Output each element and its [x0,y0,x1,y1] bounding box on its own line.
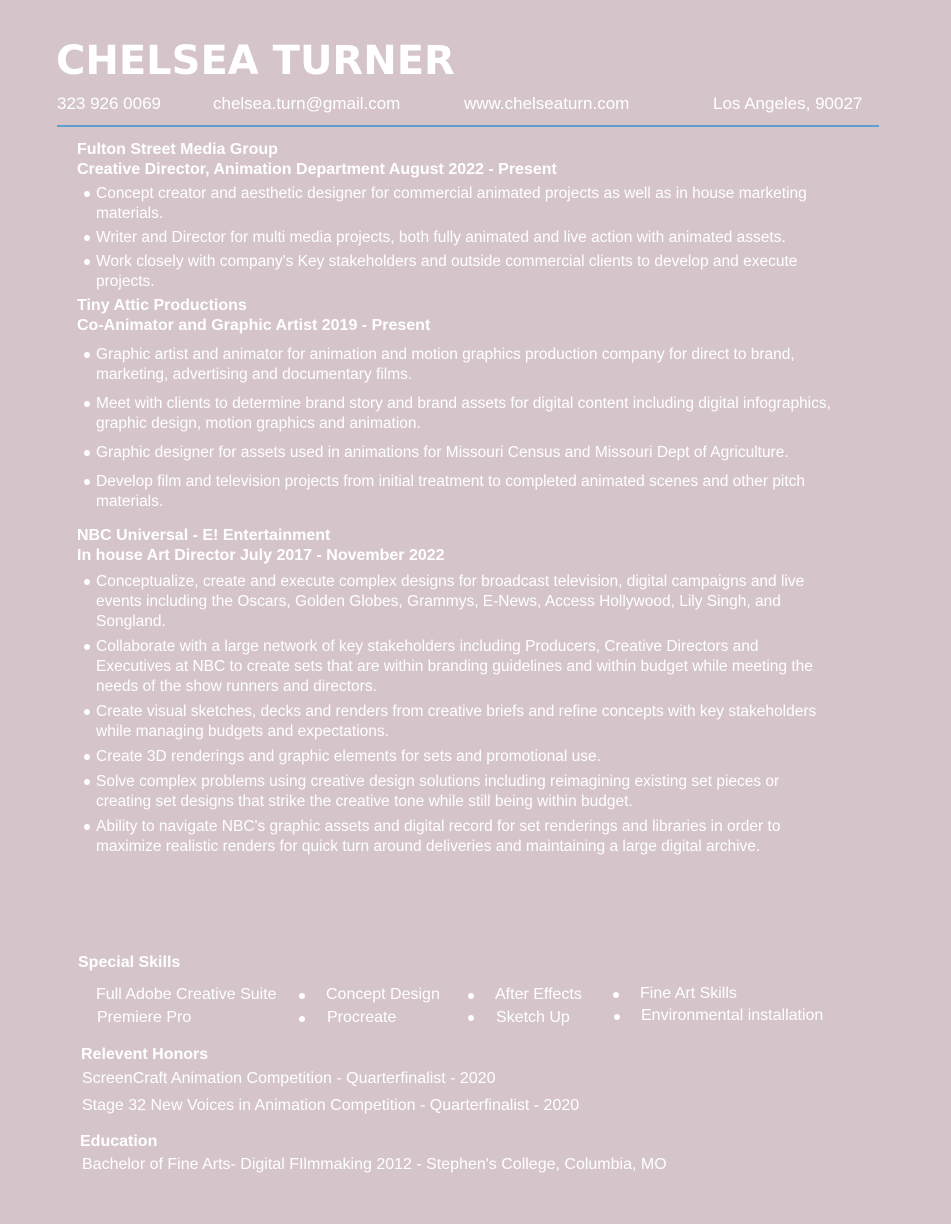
bullet-dot [468,993,474,999]
skills-heading: Special Skills [78,954,181,971]
bullet-item: Graphic artist and animator for animation and motion graphics production company for direct to brand, marketing, advertising and documentary films. [77,345,837,385]
bullet-item: Concept creator and aesthetic designer for commercial animated projects as well as in house marketing materials. [77,184,837,224]
bullet-item: Meet with clients to determine brand story and brand assets for digital content including digital infographics, graphic design, motion graphics and animation. [77,394,837,434]
skill-item: Full Adobe Creative Suite [96,986,277,1003]
job-title: In house Art Director July 2017 - November 2022 [77,547,445,564]
contact-email[interactable]: chelsea.turn@gmail.com [213,94,401,113]
job-entry [77,140,837,292]
bullet-item: Work closely with company's Key stakeholders and outside commercial clients to develop and execute projects. [77,252,837,292]
bullet-dot [468,1015,474,1021]
resume-name: CHELSEA TURNER [56,38,455,84]
skill-item: Procreate [327,1009,397,1026]
bullet-dot [299,993,305,999]
bullet-dot [299,1016,305,1022]
contact-website[interactable]: www.chelseaturn.com [464,94,630,113]
job-entry [77,526,837,857]
bullet-dot [614,1014,620,1020]
honor-item: Stage 32 New Voices in Animation Competition - Quarterfinalist - 2020 [82,1097,580,1114]
bullet-item: Writer and Director for multi media projects, both fully animated and live action with animated assets. [77,228,837,248]
job-org: NBC Universal - E! Entertainment [77,527,331,544]
bullet-item: Collaborate with a large network of key stakeholders including Producers, Creative Directors and Executives at NBC to create sets that are within branding guidelines and within budget while meeting the needs of the show runners and directors. [77,637,837,697]
bullet-item: Create 3D renderings and graphic elements for sets and promotional use. [77,747,837,767]
job-title: Creative Director, Animation Department August 2022 - Present [77,161,557,178]
bullet-item: Ability to navigate NBC's graphic assets and digital record for set renderings and libraries in order to maximize realistic renders for quick turn around deliveries and maintaining a large digital archive. [77,817,837,857]
skill-item: After Effects [495,986,582,1003]
contact-location: Los Angeles, 90027 [713,94,863,113]
job-entry [77,296,837,512]
honor-item: ScreenCraft Animation Competition - Quarterfinalist - 2020 [82,1070,496,1087]
bullet-item: Create visual sketches, decks and renders from creative briefs and refine concepts with key stakeholders while managing budgets and expectations. [77,702,837,742]
skill-item: Concept Design [326,986,440,1003]
bullet-item: Graphic designer for assets used in animations for Missouri Census and Missouri Dept of Agriculture. [77,443,837,463]
education-heading: Education [80,1133,158,1150]
job-bullets [77,572,837,857]
honors-heading: Relevent Honors [81,1046,209,1063]
skill-item: Environmental installation [641,1007,824,1024]
education-item: Bachelor of Fine Arts- Digital FIlmmaking 2012 - Stephen's College, Columbia, MO [82,1156,667,1173]
job-org: Tiny Attic Productions [77,297,247,314]
job-title: Co-Animator and Graphic Artist 2019 - Present [77,317,431,334]
bullet-dot [613,992,619,998]
contact-phone: 323 926 0069 [57,94,161,113]
skill-item: Fine Art Skills [640,985,737,1002]
bullet-item: Solve complex problems using creative design solutions including reimagining existing set pieces or creating set designs that strike the creative tone while still being within budget. [77,772,837,812]
job-bullets [77,345,837,512]
experience-section [77,140,837,862]
bullet-item: Develop film and television projects from initial treatment to completed animated scenes and other pitch materials. [77,472,837,512]
job-org: Fulton Street Media Group [77,141,278,158]
job-bullets [77,184,837,292]
skill-item: Premiere Pro [97,1009,192,1026]
header-divider [57,125,879,127]
skill-item: Sketch Up [496,1009,570,1026]
bullet-item: Conceptualize, create and execute complex designs for broadcast television, digital campaigns and live events including the Oscars, Golden Globes, Grammys, E-News, Access Hollywood, Lily Singh, and Songland. [77,572,837,632]
